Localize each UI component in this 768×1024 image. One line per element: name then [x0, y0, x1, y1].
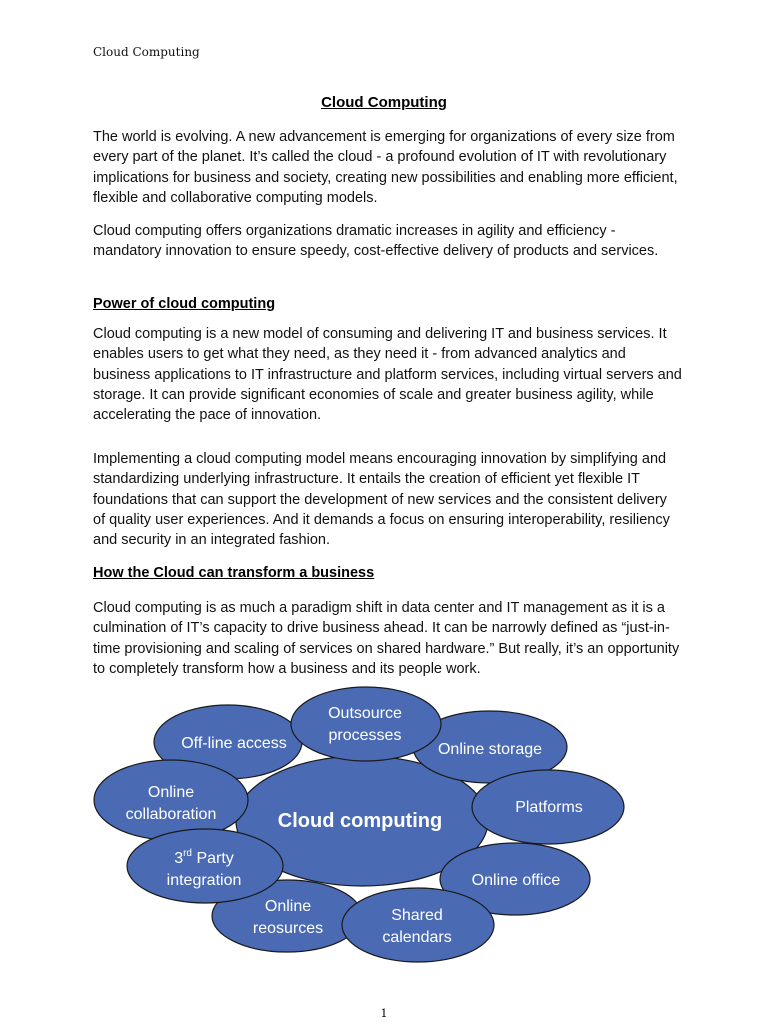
heading-transform-business: How the Cloud can transform a business — [93, 565, 375, 581]
power-paragraph: Cloud computing is a new model of consuming and delivering IT and business services. It enables users to get what they need, as they need it - from advanced analytics and business applications to IT infrastructure and platform services, including virtual servers and storage. It can provide significant economies of scale and greater business agility, while accelerating the pace of innovation. — [93, 326, 682, 424]
calendars-label-line2: calendars — [382, 929, 452, 946]
node-outsource-processes — [291, 687, 441, 761]
paradigm-paragraph: Cloud computing is as much a paradigm shift in data center and IT management as it is a culmination of IT’s capacity to drive business ahead. It can be narrowly defined as “just-in-time provisioning and scaling of services on shared hardware.” But really, it’s an opportunity to completely transform how a business and its people work. — [93, 600, 680, 677]
agility-paragraph: Cloud computing offers organizations dramatic increases in agility and efficiency - mandatory innovation to ensure speedy, cost-effective delivery of products and services. — [93, 223, 659, 260]
implementing-paragraph: Implementing a cloud computing model means encouraging innovation by simplifying and standardizing underlying infrastructure. It entails the creation of efficient yet flexible IT foundations that can support the development of new services and the consistent delivery of quality user experiences. And it demands a focus on ensuring interoperability, resiliency and security in an integrated fashion. — [93, 451, 670, 549]
resources-label-line2: reosurces — [252, 920, 324, 937]
third-party-number: 3 — [174, 850, 184, 867]
diagram-svg — [0, 680, 768, 980]
heading-power-of-cloud: Power of cloud computing — [93, 296, 276, 312]
running-header: Cloud Computing — [93, 45, 200, 59]
third-party-word: Party — [192, 850, 234, 867]
collaboration-label-line2: collaboration — [125, 806, 217, 823]
platforms-label: Platforms — [515, 799, 583, 816]
page-title: Cloud Computing — [321, 94, 447, 111]
online-storage-label: Online storage — [437, 741, 543, 758]
collaboration-label-line1: Online — [147, 784, 195, 801]
third-party-superscript: rd — [183, 848, 193, 859]
online-office-label: Online office — [471, 872, 561, 889]
cloud-computing-diagram — [0, 680, 768, 980]
offline-access-label: Off-line access — [181, 735, 287, 752]
center-label: Cloud computing — [277, 810, 443, 832]
outsource-label-line1: Outsource — [328, 705, 402, 722]
resources-label-line1: Online — [264, 898, 312, 915]
intro-paragraph: The world is evolving. A new advancement is emerging for organizations of every size from every part of the planet. It’s called the cloud - a profound evolution of IT with revolutionary implications for business and society, creating new possibilities and enabling more efficient, flexible and collaborative computing models. — [93, 129, 678, 206]
outsource-label-line2: processes — [328, 727, 402, 744]
calendars-label-line1: Shared — [391, 907, 443, 924]
page-number: 1 — [380, 1007, 388, 1020]
third-party-label-line2: integration — [166, 872, 242, 889]
node-shared-calendars — [342, 888, 494, 962]
